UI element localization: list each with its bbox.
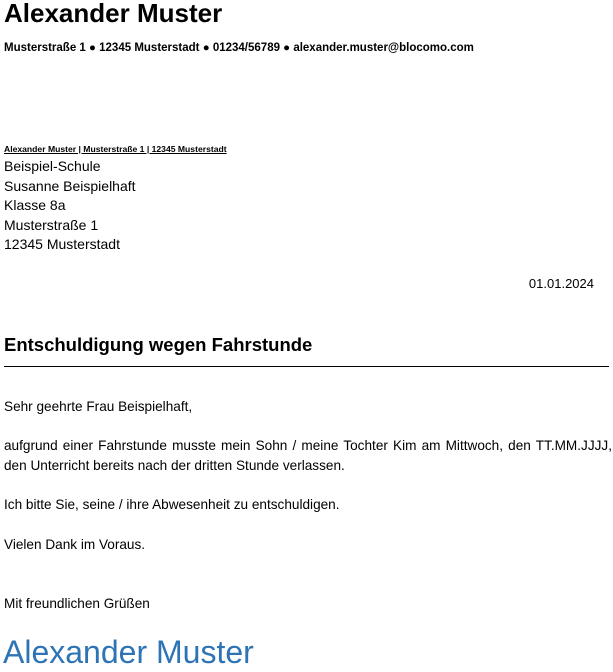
recipient-street: Musterstraße 1 <box>4 216 99 233</box>
return-address-line: Alexander Muster | Musterstraße 1 | 12345 Musterstadt <box>4 144 227 154</box>
letter-subject: Entschuldigung wegen Fahrstunde <box>4 334 313 355</box>
body-paragraph-1: aufgrund einer Fahrstunde musste mein Sohn / meine Tochter Kim am Mittwoch, den TT.MM.JJJJ, den Unterricht bereits nach der dritten Stunde verlassen. <box>4 438 612 473</box>
recipient-city: 12345 Musterstadt <box>4 236 120 253</box>
recipient-address <box>4 157 136 255</box>
recipient-class: Klasse 8a <box>4 197 66 214</box>
signature: Alexander Muster <box>3 634 254 670</box>
recipient-name: Susanne Beispielhaft <box>4 177 136 194</box>
body-paragraph-3: Vielen Dank im Voraus. <box>4 537 146 552</box>
letter-date: 01.01.2024 <box>528 276 594 291</box>
subject-divider <box>4 366 609 367</box>
recipient-school: Beispiel-Schule <box>4 158 101 174</box>
body-paragraph-2: Ich bitte Sie, seine / ihre Abwesenheit zu entschuldigen. <box>4 497 340 512</box>
sender-contact-line: Musterstraße 1 ● 12345 Musterstadt ● 01234/56789 ● alexander.muster@blocomo.com <box>4 42 474 54</box>
sender-name: Alexander Muster <box>4 0 223 28</box>
salutation: Sehr geehrte Frau Beispielhaft, <box>4 399 193 414</box>
closing-phrase: Mit freundlichen Grüßen <box>4 596 150 611</box>
